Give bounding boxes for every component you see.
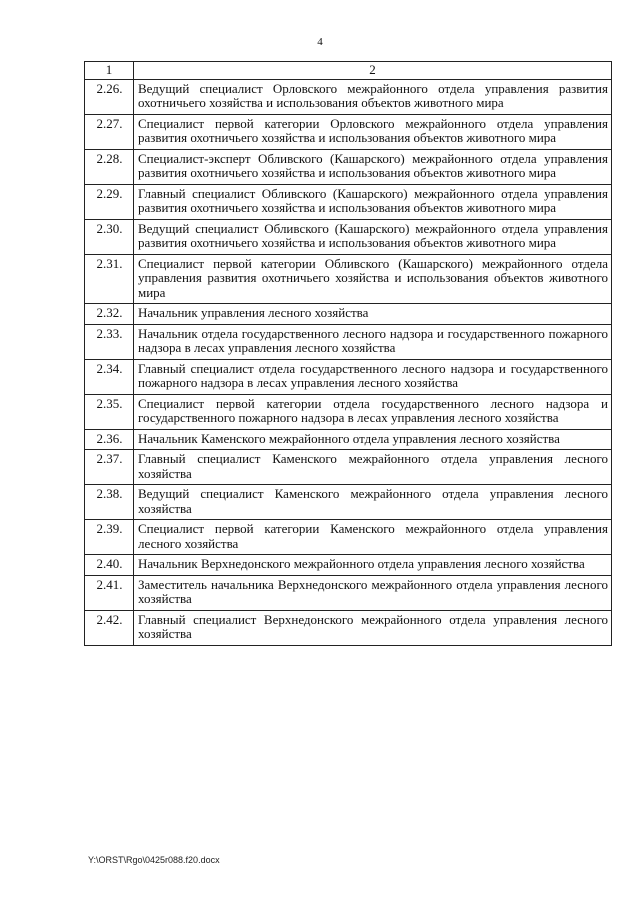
table-row: [85, 114, 612, 149]
position-title: Специалист-эксперт Обливского (Кашарского) межрайонного отдела управления развития охотничьего хозяйства и использования объектов животного мира: [134, 149, 612, 184]
item-number: 2.31.: [85, 254, 134, 304]
item-number: 2.38.: [85, 485, 134, 520]
position-title: Специалист первой категории Каменского межрайонного отдела управления лесного хозяйства: [134, 520, 612, 555]
item-number: 2.39.: [85, 520, 134, 555]
item-number: 2.32.: [85, 304, 134, 325]
item-number: 2.26.: [85, 79, 134, 114]
table-row: [85, 429, 612, 450]
table-row: [85, 324, 612, 359]
position-title: Ведущий специалист Орловского межрайонного отдела управления развития охотничьего хозяйства и использования объектов животного мира: [134, 79, 612, 114]
position-title: Начальник управления лесного хозяйства: [134, 304, 612, 325]
table-body: [85, 62, 612, 646]
position-title: Главный специалист Каменского межрайонного отдела управления лесного хозяйства: [134, 450, 612, 485]
item-number: 2.42.: [85, 610, 134, 645]
item-number: 2.28.: [85, 149, 134, 184]
item-number: 2.35.: [85, 394, 134, 429]
table-row: [85, 520, 612, 555]
position-title: Начальник отдела государственного лесного надзора и государственного пожарного надзора в лесах управления лесного хозяйства: [134, 324, 612, 359]
item-number: 2.29.: [85, 184, 134, 219]
page-number: 4: [317, 36, 323, 48]
table-row: [85, 555, 612, 576]
table-row: [85, 359, 612, 394]
item-number: 2.30.: [85, 219, 134, 254]
item-number: 2.37.: [85, 450, 134, 485]
position-title: Главный специалист отдела государственного лесного надзора и государственного пожарного надзора в лесах управления лесного хозяйства: [134, 359, 612, 394]
position-title: Главный специалист Верхнедонского межрайонного отдела управления лесного хозяйства: [134, 610, 612, 645]
position-title: Специалист первой категории Орловского межрайонного отдела управления развития охотничьего хозяйства и использования объектов животного мира: [134, 114, 612, 149]
position-title: Ведущий специалист Обливского (Кашарского) межрайонного отдела управления развития охотничьего хозяйства и использования объектов животного мира: [134, 219, 612, 254]
position-title: Заместитель начальника Верхнедонского межрайонного отдела управления лесного хозяйства: [134, 575, 612, 610]
table-row: [85, 184, 612, 219]
file-path-footer: Y:\ORST\Rgo\0425r088.f20.docx: [88, 855, 220, 865]
position-title: Ведущий специалист Каменского межрайонного отдела управления лесного хозяйства: [134, 485, 612, 520]
position-title: Специалист первой категории Обливского (Кашарского) межрайонного отдела управления развития охотничьего хозяйства и использования объектов животного мира: [134, 254, 612, 304]
table-row: [85, 575, 612, 610]
position-title: Главный специалист Обливского (Кашарского) межрайонного отдела управления развития охотничьего хозяйства и использования объектов животного мира: [134, 184, 612, 219]
column-header-position: 2: [134, 62, 612, 80]
positions-table: [84, 61, 612, 646]
item-number: 2.34.: [85, 359, 134, 394]
table-row: [85, 79, 612, 114]
table-row: [85, 219, 612, 254]
position-title: Специалист первой категории отдела государственного лесного надзора и государственного пожарного надзора в лесах управления лесного хозяйства: [134, 394, 612, 429]
item-number: 2.41.: [85, 575, 134, 610]
item-number: 2.36.: [85, 429, 134, 450]
table-row: [85, 610, 612, 645]
table-row: [85, 149, 612, 184]
item-number: 2.40.: [85, 555, 134, 576]
item-number: 2.27.: [85, 114, 134, 149]
table-row: [85, 254, 612, 304]
table-row: [85, 485, 612, 520]
table-row: [85, 394, 612, 429]
position-title: Начальник Верхнедонского межрайонного отдела управления лесного хозяйства: [134, 555, 612, 576]
table-row: [85, 450, 612, 485]
item-number: 2.33.: [85, 324, 134, 359]
table-row: [85, 304, 612, 325]
table-header-row: [85, 62, 612, 80]
column-header-number: 1: [85, 62, 134, 80]
position-title: Начальник Каменского межрайонного отдела управления лесного хозяйства: [134, 429, 612, 450]
